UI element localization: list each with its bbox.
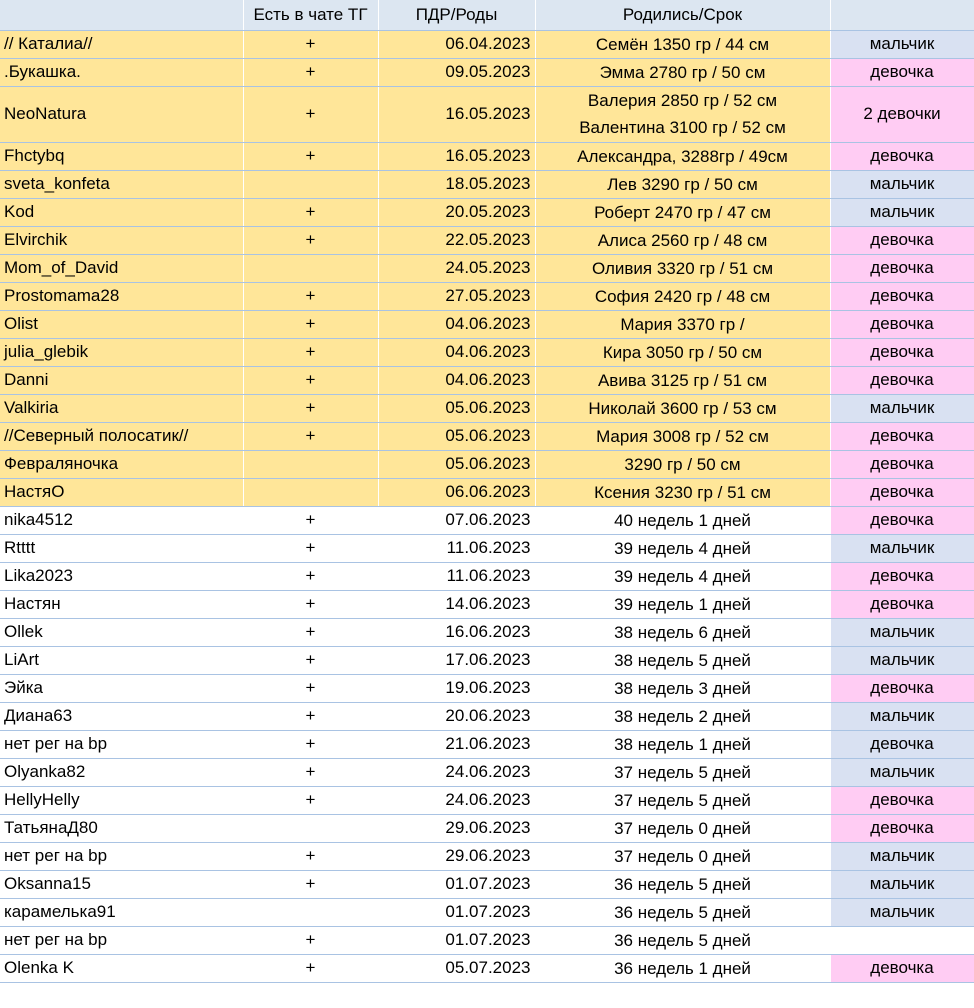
born-info-line: 40 недель 1 дней xyxy=(614,510,751,530)
cell-nickname[interactable]: julia_glebik xyxy=(0,338,243,366)
table-row xyxy=(0,842,974,870)
born-info-line: 36 недель 5 дней xyxy=(614,902,751,922)
table-row xyxy=(0,86,974,142)
cell-nickname[interactable]: Lika2023 xyxy=(0,562,243,590)
cell-in-chat[interactable]: + xyxy=(243,534,378,562)
born-info-line: 36 недель 1 дней xyxy=(614,958,751,978)
cell-nickname[interactable]: Эйка xyxy=(0,674,243,702)
cell-in-chat[interactable]: + xyxy=(243,926,378,954)
cell-sex[interactable]: девочка xyxy=(830,282,974,310)
cell-in-chat[interactable]: + xyxy=(243,86,378,142)
cell-nickname[interactable]: Rtttt xyxy=(0,534,243,562)
cell-in-chat[interactable]: + xyxy=(243,198,378,226)
cell-nickname[interactable]: //Северный полосатик// xyxy=(0,422,243,450)
cell-in-chat[interactable]: + xyxy=(243,58,378,86)
cell-nickname[interactable]: Mom_of_David xyxy=(0,254,243,282)
born-info-line: Алиса 2560 гр / 48 см xyxy=(597,230,768,250)
table-row xyxy=(0,646,974,674)
cell-in-chat[interactable] xyxy=(243,814,378,842)
cell-in-chat[interactable]: + xyxy=(243,674,378,702)
cell-sex[interactable]: девочка xyxy=(830,338,974,366)
cell-in-chat[interactable]: + xyxy=(243,618,378,646)
cell-in-chat[interactable]: + xyxy=(243,394,378,422)
cell-sex[interactable]: мальчик xyxy=(830,394,974,422)
cell-born-info[interactable] xyxy=(535,310,830,338)
cell-sex[interactable]: девочка xyxy=(830,814,974,842)
cell-sex[interactable]: девочка xyxy=(830,954,974,982)
cell-sex[interactable]: мальчик xyxy=(830,842,974,870)
born-info-line: Оливия 3320 гр / 51 см xyxy=(591,258,774,278)
born-info-line: Семён 1350 гр / 44 см xyxy=(595,34,770,54)
table-row xyxy=(0,870,974,898)
cell-born-info[interactable] xyxy=(535,338,830,366)
table-row xyxy=(0,338,974,366)
table-row xyxy=(0,506,974,534)
cell-born-info[interactable] xyxy=(535,814,830,842)
cell-due-date[interactable]: 11.06.2023 xyxy=(378,534,535,562)
cell-in-chat[interactable]: + xyxy=(243,758,378,786)
cell-due-date[interactable]: 09.05.2023 xyxy=(378,58,535,86)
cell-born-info[interactable] xyxy=(535,534,830,562)
cell-in-chat[interactable]: + xyxy=(243,310,378,338)
born-info-line: 38 недель 1 дней xyxy=(614,734,751,754)
table-row xyxy=(0,702,974,730)
cell-due-date[interactable]: 24.06.2023 xyxy=(378,786,535,814)
cell-in-chat[interactable]: + xyxy=(243,870,378,898)
cell-born-info[interactable] xyxy=(535,450,830,478)
table-row xyxy=(0,226,974,254)
cell-due-date[interactable]: 17.06.2023 xyxy=(378,646,535,674)
table-row xyxy=(0,198,974,226)
born-info-line: Авива 3125 гр / 51 см xyxy=(597,370,768,390)
cell-in-chat[interactable]: + xyxy=(243,30,378,58)
cell-in-chat[interactable]: + xyxy=(243,282,378,310)
cell-in-chat[interactable]: + xyxy=(243,590,378,618)
cell-nickname[interactable]: Fhctybq xyxy=(0,142,243,170)
born-info-line: Николай 3600 гр / 53 см xyxy=(588,398,777,418)
cell-born-info[interactable] xyxy=(535,702,830,730)
cell-nickname[interactable]: LiArt xyxy=(0,646,243,674)
cell-sex[interactable]: мальчик xyxy=(830,870,974,898)
cell-nickname[interactable]: Olist xyxy=(0,310,243,338)
cell-born-info[interactable] xyxy=(535,870,830,898)
cell-due-date[interactable]: 29.06.2023 xyxy=(378,842,535,870)
cell-sex[interactable]: мальчик xyxy=(830,198,974,226)
cell-in-chat[interactable]: + xyxy=(243,226,378,254)
cell-due-date[interactable]: 18.05.2023 xyxy=(378,170,535,198)
cell-sex[interactable]: мальчик xyxy=(830,702,974,730)
cell-due-date[interactable]: 01.07.2023 xyxy=(378,898,535,926)
cell-due-date[interactable]: 04.06.2023 xyxy=(378,338,535,366)
cell-in-chat[interactable] xyxy=(243,254,378,282)
cell-due-date[interactable]: 14.06.2023 xyxy=(378,590,535,618)
cell-sex[interactable]: девочка xyxy=(830,786,974,814)
table-row xyxy=(0,422,974,450)
cell-sex[interactable]: девочка xyxy=(830,226,974,254)
cell-born-info[interactable] xyxy=(535,926,830,954)
cell-sex[interactable]: девочка xyxy=(830,142,974,170)
table-row xyxy=(0,30,974,58)
cell-born-info[interactable] xyxy=(535,842,830,870)
cell-sex[interactable]: девочка xyxy=(830,730,974,758)
cell-sex[interactable]: девочка xyxy=(830,254,974,282)
born-info-line: Валерия 2850 гр / 52 см xyxy=(587,91,778,110)
born-info-line: Роберт 2470 гр / 47 см xyxy=(594,202,771,222)
cell-due-date[interactable]: 29.06.2023 xyxy=(378,814,535,842)
table-row xyxy=(0,366,974,394)
cell-nickname[interactable]: nika4512 xyxy=(0,506,243,534)
born-info-line: 39 недель 4 дней xyxy=(614,538,751,558)
cell-nickname[interactable]: ТатьянаД80 xyxy=(0,814,243,842)
table-row xyxy=(0,478,974,506)
cell-in-chat[interactable]: + xyxy=(243,786,378,814)
cell-due-date[interactable]: 06.04.2023 xyxy=(378,30,535,58)
cell-in-chat[interactable] xyxy=(243,450,378,478)
cell-in-chat[interactable]: + xyxy=(243,366,378,394)
cell-sex[interactable]: девочка xyxy=(830,450,974,478)
cell-born-info[interactable] xyxy=(535,170,830,198)
table-row xyxy=(0,674,974,702)
cell-sex[interactable]: девочка xyxy=(830,674,974,702)
cell-due-date[interactable]: 16.05.2023 xyxy=(378,86,535,142)
born-info-line: 37 недель 0 дней xyxy=(614,846,751,866)
table-row xyxy=(0,758,974,786)
born-info-line: 37 недель 0 дней xyxy=(614,818,751,838)
born-info-line: Кира 3050 гр / 50 см xyxy=(602,342,763,362)
table-row xyxy=(0,786,974,814)
table-row xyxy=(0,590,974,618)
cell-born-info[interactable] xyxy=(535,30,830,58)
table-row xyxy=(0,562,974,590)
born-info-line: Ксения 3230 гр / 51 см xyxy=(594,482,771,502)
cell-born-info[interactable] xyxy=(535,506,830,534)
table-row xyxy=(0,450,974,478)
cell-nickname[interactable]: Valkiria xyxy=(0,394,243,422)
header-cell-born[interactable]: Родились/Срок xyxy=(535,0,830,30)
table-row xyxy=(0,534,974,562)
cell-in-chat[interactable]: + xyxy=(243,954,378,982)
cell-born-info[interactable] xyxy=(535,730,830,758)
cell-sex[interactable]: девочка xyxy=(830,366,974,394)
table-row xyxy=(0,282,974,310)
cell-sex[interactable]: девочка xyxy=(830,422,974,450)
cell-sex[interactable]: девочка xyxy=(830,506,974,534)
cell-sex[interactable]: девочка xyxy=(830,562,974,590)
born-info-line: Мария 3370 гр / xyxy=(620,314,745,334)
cell-in-chat[interactable]: + xyxy=(243,702,378,730)
table-row xyxy=(0,898,974,926)
cell-born-info[interactable] xyxy=(535,758,830,786)
cell-nickname[interactable]: Kod xyxy=(0,198,243,226)
cell-in-chat[interactable]: + xyxy=(243,422,378,450)
cell-born-info[interactable] xyxy=(535,954,830,982)
cell-nickname[interactable]: Диана63 xyxy=(0,702,243,730)
born-info-line: 38 недель 3 дней xyxy=(614,678,751,698)
cell-due-date[interactable]: 16.06.2023 xyxy=(378,618,535,646)
cell-in-chat[interactable]: + xyxy=(243,646,378,674)
cell-nickname[interactable]: НастяО xyxy=(0,478,243,506)
cell-sex[interactable]: девочка xyxy=(830,310,974,338)
cell-sex[interactable]: мальчик xyxy=(830,170,974,198)
cell-due-date[interactable]: 22.05.2023 xyxy=(378,226,535,254)
cell-nickname[interactable]: Elvirchik xyxy=(0,226,243,254)
cell-in-chat[interactable]: + xyxy=(243,730,378,758)
born-info-line: 39 недель 4 дней xyxy=(614,566,751,586)
cell-due-date[interactable]: 05.07.2023 xyxy=(378,954,535,982)
cell-due-date[interactable]: 19.06.2023 xyxy=(378,674,535,702)
cell-born-info[interactable] xyxy=(535,590,830,618)
cell-nickname[interactable]: // Каталиа// xyxy=(0,30,243,58)
table-row xyxy=(0,170,974,198)
cell-due-date[interactable]: 24.06.2023 xyxy=(378,758,535,786)
cell-nickname[interactable]: NeoNatura xyxy=(0,86,243,142)
cell-due-date[interactable]: 06.06.2023 xyxy=(378,478,535,506)
cell-born-info[interactable] xyxy=(535,254,830,282)
cell-due-date[interactable]: 16.05.2023 xyxy=(378,142,535,170)
cell-sex[interactable]: мальчик xyxy=(830,30,974,58)
cell-born-info[interactable] xyxy=(535,562,830,590)
cell-in-chat[interactable] xyxy=(243,898,378,926)
born-info-line: София 2420 гр / 48 см xyxy=(594,286,771,306)
cell-nickname[interactable]: Февраляночка xyxy=(0,450,243,478)
born-info-line: Эмма 2780 гр / 50 см xyxy=(599,62,766,82)
cell-due-date[interactable]: 27.05.2023 xyxy=(378,282,535,310)
table-row xyxy=(0,618,974,646)
cell-in-chat[interactable] xyxy=(243,478,378,506)
cell-sex[interactable]: мальчик xyxy=(830,646,974,674)
cell-sex[interactable]: девочка xyxy=(830,58,974,86)
table-row xyxy=(0,814,974,842)
cell-due-date[interactable]: 05.06.2023 xyxy=(378,394,535,422)
cell-sex[interactable] xyxy=(830,926,974,954)
cell-born-info[interactable] xyxy=(535,198,830,226)
cell-due-date[interactable]: 21.06.2023 xyxy=(378,730,535,758)
cell-in-chat[interactable] xyxy=(243,170,378,198)
cell-born-info[interactable] xyxy=(535,226,830,254)
cell-born-info[interactable] xyxy=(535,142,830,170)
cell-due-date[interactable]: 07.06.2023 xyxy=(378,506,535,534)
born-info-line: 39 недель 1 дней xyxy=(614,594,751,614)
born-info-line: 37 недель 5 дней xyxy=(614,762,751,782)
cell-born-info[interactable] xyxy=(535,618,830,646)
born-info-line: Валентина 3100 гр / 52 см xyxy=(579,118,786,137)
cell-born-info[interactable] xyxy=(535,366,830,394)
table-body xyxy=(0,30,974,982)
table-row xyxy=(0,954,974,982)
header-cell-name[interactable] xyxy=(0,0,243,30)
cell-due-date[interactable]: 05.06.2023 xyxy=(378,450,535,478)
cell-born-info[interactable] xyxy=(535,786,830,814)
born-info-line: Мария 3008 гр / 52 см xyxy=(596,426,769,446)
cell-due-date[interactable]: 04.06.2023 xyxy=(378,310,535,338)
cell-sex[interactable]: 2 девочки xyxy=(830,86,974,142)
cell-nickname[interactable]: Olenka K xyxy=(0,954,243,982)
table-row xyxy=(0,394,974,422)
cell-nickname[interactable]: .Букашка. xyxy=(0,58,243,86)
cell-nickname[interactable]: карамелька91 xyxy=(0,898,243,926)
header-row xyxy=(0,0,974,30)
cell-due-date[interactable]: 01.07.2023 xyxy=(378,926,535,954)
cell-born-info[interactable] xyxy=(535,58,830,86)
cell-due-date[interactable]: 20.05.2023 xyxy=(378,198,535,226)
born-info-line: 3290 гр / 50 см xyxy=(624,454,741,474)
born-info-line: Александра, 3288гр / 49см xyxy=(577,146,788,166)
cell-nickname[interactable]: Oksanna15 xyxy=(0,870,243,898)
cell-born-info[interactable] xyxy=(535,898,830,926)
cell-sex[interactable]: мальчик xyxy=(830,898,974,926)
table-row xyxy=(0,254,974,282)
born-info-line: 36 недель 5 дней xyxy=(614,930,751,950)
cell-born-info[interactable] xyxy=(535,646,830,674)
cell-born-info[interactable] xyxy=(535,394,830,422)
cell-sex[interactable]: мальчик xyxy=(830,618,974,646)
cell-due-date[interactable]: 20.06.2023 xyxy=(378,702,535,730)
cell-born-info[interactable] xyxy=(535,422,830,450)
table-row xyxy=(0,730,974,758)
cell-in-chat[interactable]: + xyxy=(243,142,378,170)
cell-nickname[interactable]: Olyanka82 xyxy=(0,758,243,786)
cell-due-date[interactable]: 05.06.2023 xyxy=(378,422,535,450)
cell-nickname[interactable]: Настян xyxy=(0,590,243,618)
cell-nickname[interactable]: Ollek xyxy=(0,618,243,646)
cell-born-info[interactable] xyxy=(535,86,830,142)
cell-sex[interactable]: девочка xyxy=(830,590,974,618)
born-info-line: Лев 3290 гр / 50 см xyxy=(607,174,758,194)
cell-nickname[interactable]: нет рег на bp xyxy=(0,842,243,870)
cell-born-info[interactable] xyxy=(535,674,830,702)
cell-in-chat[interactable]: + xyxy=(243,506,378,534)
cell-sex[interactable]: девочка xyxy=(830,478,974,506)
born-info-line: 38 недель 2 дней xyxy=(614,706,751,726)
cell-due-date[interactable]: 04.06.2023 xyxy=(378,366,535,394)
born-info-line: 38 недель 5 дней xyxy=(614,650,751,670)
cell-nickname[interactable]: Prostomama28 xyxy=(0,282,243,310)
table-row xyxy=(0,58,974,86)
born-info-line: 36 недель 5 дней xyxy=(614,874,751,894)
cell-nickname[interactable]: нет рег на bp xyxy=(0,730,243,758)
born-info-line: 38 недель 6 дней xyxy=(614,622,751,642)
table-row xyxy=(0,142,974,170)
cell-due-date[interactable]: 01.07.2023 xyxy=(378,870,535,898)
cell-sex[interactable]: мальчик xyxy=(830,758,974,786)
table-row xyxy=(0,310,974,338)
cell-due-date[interactable]: 24.05.2023 xyxy=(378,254,535,282)
header-cell-chat[interactable]: Есть в чате ТГ xyxy=(243,0,378,30)
cell-in-chat[interactable]: + xyxy=(243,338,378,366)
cell-nickname[interactable]: Danni xyxy=(0,366,243,394)
cell-born-info[interactable] xyxy=(535,478,830,506)
header-cell-sex[interactable] xyxy=(830,0,974,30)
born-info-line: 37 недель 5 дней xyxy=(614,790,751,810)
cell-nickname[interactable]: HellyHelly xyxy=(0,786,243,814)
cell-in-chat[interactable]: + xyxy=(243,842,378,870)
header-cell-date[interactable]: ПДР/Роды xyxy=(378,0,535,30)
cell-in-chat[interactable]: + xyxy=(243,562,378,590)
cell-nickname[interactable]: sveta_konfeta xyxy=(0,170,243,198)
cell-sex[interactable]: мальчик xyxy=(830,534,974,562)
cell-born-info[interactable] xyxy=(535,282,830,310)
table-row xyxy=(0,926,974,954)
cell-due-date[interactable]: 11.06.2023 xyxy=(378,562,535,590)
cell-nickname[interactable]: нет рег на bp xyxy=(0,926,243,954)
